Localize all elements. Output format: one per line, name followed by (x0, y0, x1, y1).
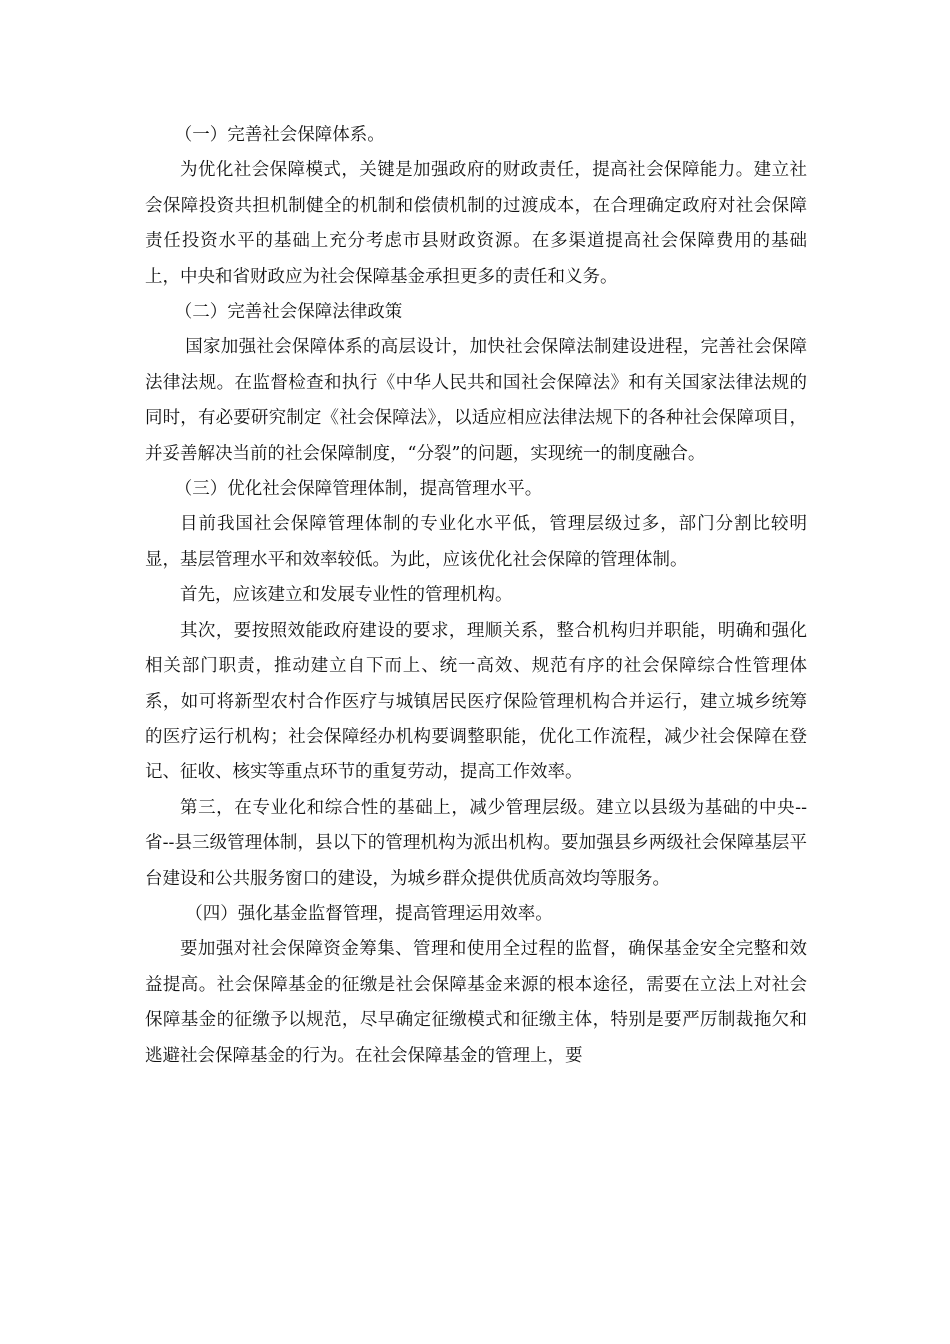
paragraph: 目前我国社会保障管理体制的专业化水平低，管理层级过多，部门分割比较明显，基层管理水平和效率较低。为此，应该优化社会保障的管理体制。 (145, 514, 807, 570)
section-heading-1: （一）完善社会保障体系。 (174, 125, 385, 145)
section-heading-2: （二）完善社会保障法律政策 (174, 302, 403, 323)
document-body (145, 118, 807, 1074)
section-heading-4: （四）强化基金监督管理，提高管理运用效率。 (185, 903, 553, 924)
paragraph: 第三，在专业化和综合性的基础上，减少管理层级。建立以县级为基础的中央--省--县三级管理体制，县以下的管理机构为派出机构。要加强县乡两级社会保障基层平台建设和公共服务窗口的建设，为城乡群众提供优质高效均等服务。 (145, 797, 807, 889)
paragraph: 要加强对社会保障资金筹集、管理和使用全过程的监督，确保基金安全完整和效益提高。社会保障基金的征缴是社会保障基金来源的根本途径，需要在立法上对社会保障基金的征缴予以规范，尽早确定征缴模式和征缴主体，特别是要严厉制裁拖欠和逃避社会保障基金的行为。在社会保障基金的管理上，要 (145, 939, 807, 1066)
paragraph: 国家加强社会保障体系的高层设计，加快社会保障法制建设进程，完善社会保障法律法规。在监督检查和执行《中华人民共和国社会保障法》和有关国家法律法规的同时，有必要研究制定《社会保障法》，以适应相应法律法规下的各种社会保障项目，并妥善解决当前的社会保障制度，“分裂”的问题，实现统一的制度融合。 (145, 337, 807, 464)
paragraph: 首先，应该建立和发展专业性的管理机构。 (180, 585, 513, 606)
section-heading-3: （三）优化社会保障管理体制，提高管理水平。 (174, 479, 543, 500)
paragraph: 其次，要按照效能政府建设的要求，理顺关系，整合机构归并职能，明确和强化相关部门职责，推动建立自下而上、统一高效、规范有序的社会保障综合性管理体系，如可将新型农村合作医疗与城镇居民医疗保险管理机构合并运行，建立城乡统筹的医疗运行机构；社会保障经办机构要调整职能，优化工作流程，减少社会保障在登记、征收、核实等重点环节的重复劳动，提高工作效率。 (145, 620, 807, 783)
paragraph: 为优化社会保障模式，关键是加强政府的财政责任，提高社会保障能力。建立社会保障投资共担机制健全的机制和偿债机制的过渡成本，在合理确定政府对社会保障责任投资水平的基础上充分考虑市县财政资源。在多渠道提高社会保障费用的基础上，中央和省财政应为社会保障基金承担更多的责任和义务。 (145, 160, 807, 287)
